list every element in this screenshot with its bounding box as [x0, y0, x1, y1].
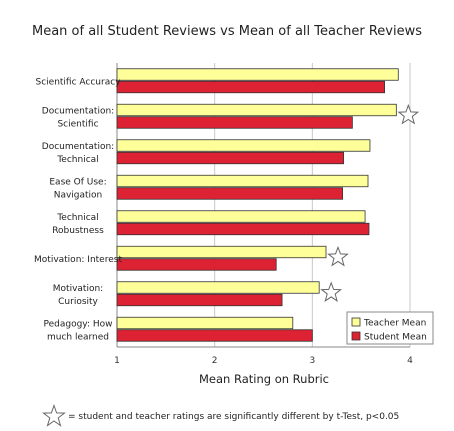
student-mean-bar — [117, 223, 369, 235]
x-tick-label: 1 — [114, 356, 120, 366]
teacher-mean-bar — [117, 282, 319, 294]
student-mean-bar — [117, 294, 282, 306]
teacher-mean-bar — [117, 104, 396, 116]
significance-star-icon — [399, 105, 418, 123]
category-label: Robustness — [52, 225, 104, 236]
teacher-mean-bar — [117, 140, 370, 152]
significance-note — [42, 404, 452, 430]
category-label: Scientific Accuracy — [35, 77, 121, 88]
x-tick-label: 3 — [309, 356, 316, 366]
category-label: Technical — [57, 212, 99, 223]
student-mean-bar — [117, 330, 312, 342]
category-label: Documentation: — [41, 106, 115, 117]
teacher-mean-bar — [117, 246, 326, 258]
category-label: Navigation — [53, 190, 103, 201]
teacher-mean-bar — [117, 175, 368, 187]
student-mean-bar — [117, 117, 352, 129]
teacher-mean-bar — [117, 211, 365, 223]
category-label: much learned — [46, 332, 110, 343]
category-label: Motivation: Interest — [34, 254, 122, 265]
teacher-mean-bar — [117, 317, 293, 329]
significance-star-icon — [322, 283, 341, 301]
category-label: Technical — [57, 154, 99, 165]
legend-swatch — [352, 332, 360, 340]
teacher-mean-bar — [117, 69, 398, 81]
x-tick-label: 2 — [211, 356, 218, 366]
student-mean-bar — [117, 259, 276, 271]
category-label: Scientific — [57, 119, 99, 130]
category-label: Curiosity — [58, 296, 98, 307]
student-mean-bar — [117, 152, 344, 164]
student-mean-bar — [117, 188, 343, 200]
legend-swatch — [352, 318, 360, 326]
category-label: Ease Of Use: — [49, 177, 107, 188]
x-axis-label: Mean Rating on Rubric — [198, 372, 330, 386]
category-label: Motivation: — [52, 283, 104, 294]
category-label: Pedagogy: How — [43, 319, 113, 330]
student-mean-bar — [117, 81, 385, 93]
category-label: Documentation: — [41, 141, 115, 152]
significance-star-icon — [329, 247, 348, 265]
chart-title: Mean of all Student Reviews vs Mean of all Teacher Reviews — [32, 24, 422, 39]
significance-note-text: = student and teacher ratings are significantly different by t-Test, p<0.05 — [68, 412, 400, 422]
legend-label: Student Mean — [364, 332, 427, 343]
x-tick-label: 4 — [407, 356, 413, 366]
legend-label: Teacher Mean — [364, 318, 427, 329]
star-icon — [42, 404, 66, 428]
